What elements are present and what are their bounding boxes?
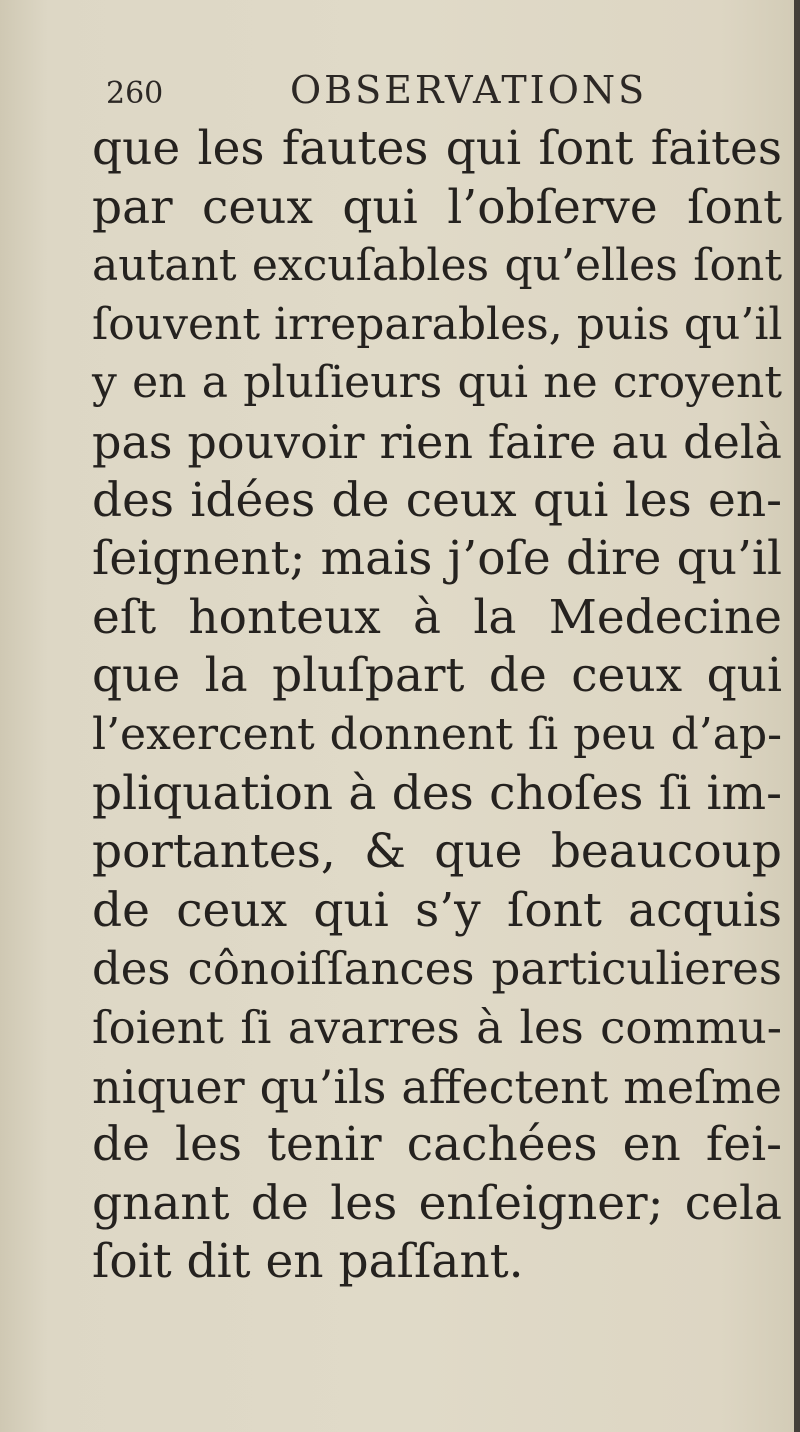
text-line: pliquation à des choſes ſi im- xyxy=(92,765,782,821)
page-number: 260 xyxy=(106,76,164,111)
text-line: ſoient ſi avarres à les commu- xyxy=(92,1000,782,1054)
text-line: pas pouvoir rien faire au delà xyxy=(92,414,782,469)
text-line: de les tenir cachées en fei- xyxy=(92,1117,782,1173)
text-line: portantes, & que beaucoup xyxy=(92,824,782,880)
text-line: gnant de les enſeigner; cela xyxy=(92,1175,782,1231)
text-line: autant excuſables qu’elles ſont xyxy=(92,240,782,292)
text-line: de ceux qui s’y ſont acquis xyxy=(92,882,782,938)
page-body-text xyxy=(92,120,782,1292)
page-header xyxy=(106,66,666,116)
text-line: eſt honteux à la Medecine xyxy=(92,589,782,645)
text-line: y en a pluſieurs qui ne croyent xyxy=(92,357,782,409)
text-line: que la pluſpart de ceux qui xyxy=(92,648,782,704)
text-line: des idées de ceux qui les en- xyxy=(92,472,782,528)
running-head: OBSERVATIONS xyxy=(290,68,648,112)
text-line: que les fautes qui ſont faites xyxy=(92,121,782,176)
text-line: niquer qu’ils affectent meſme xyxy=(92,1059,782,1114)
text-line: l’exercent donnent ſi peu d’ap- xyxy=(92,708,782,760)
text-line: des cônoiſſances particulieres xyxy=(92,942,782,996)
text-line: par ceux qui l’obſerve ſont xyxy=(92,179,782,235)
text-line: ſoit dit en paſſant. xyxy=(92,1234,524,1290)
text-line: ſouvent irreparables, puis qu’il xyxy=(92,298,783,350)
text-line: ſeignent; mais j’oſe dire qu’il xyxy=(92,531,782,587)
